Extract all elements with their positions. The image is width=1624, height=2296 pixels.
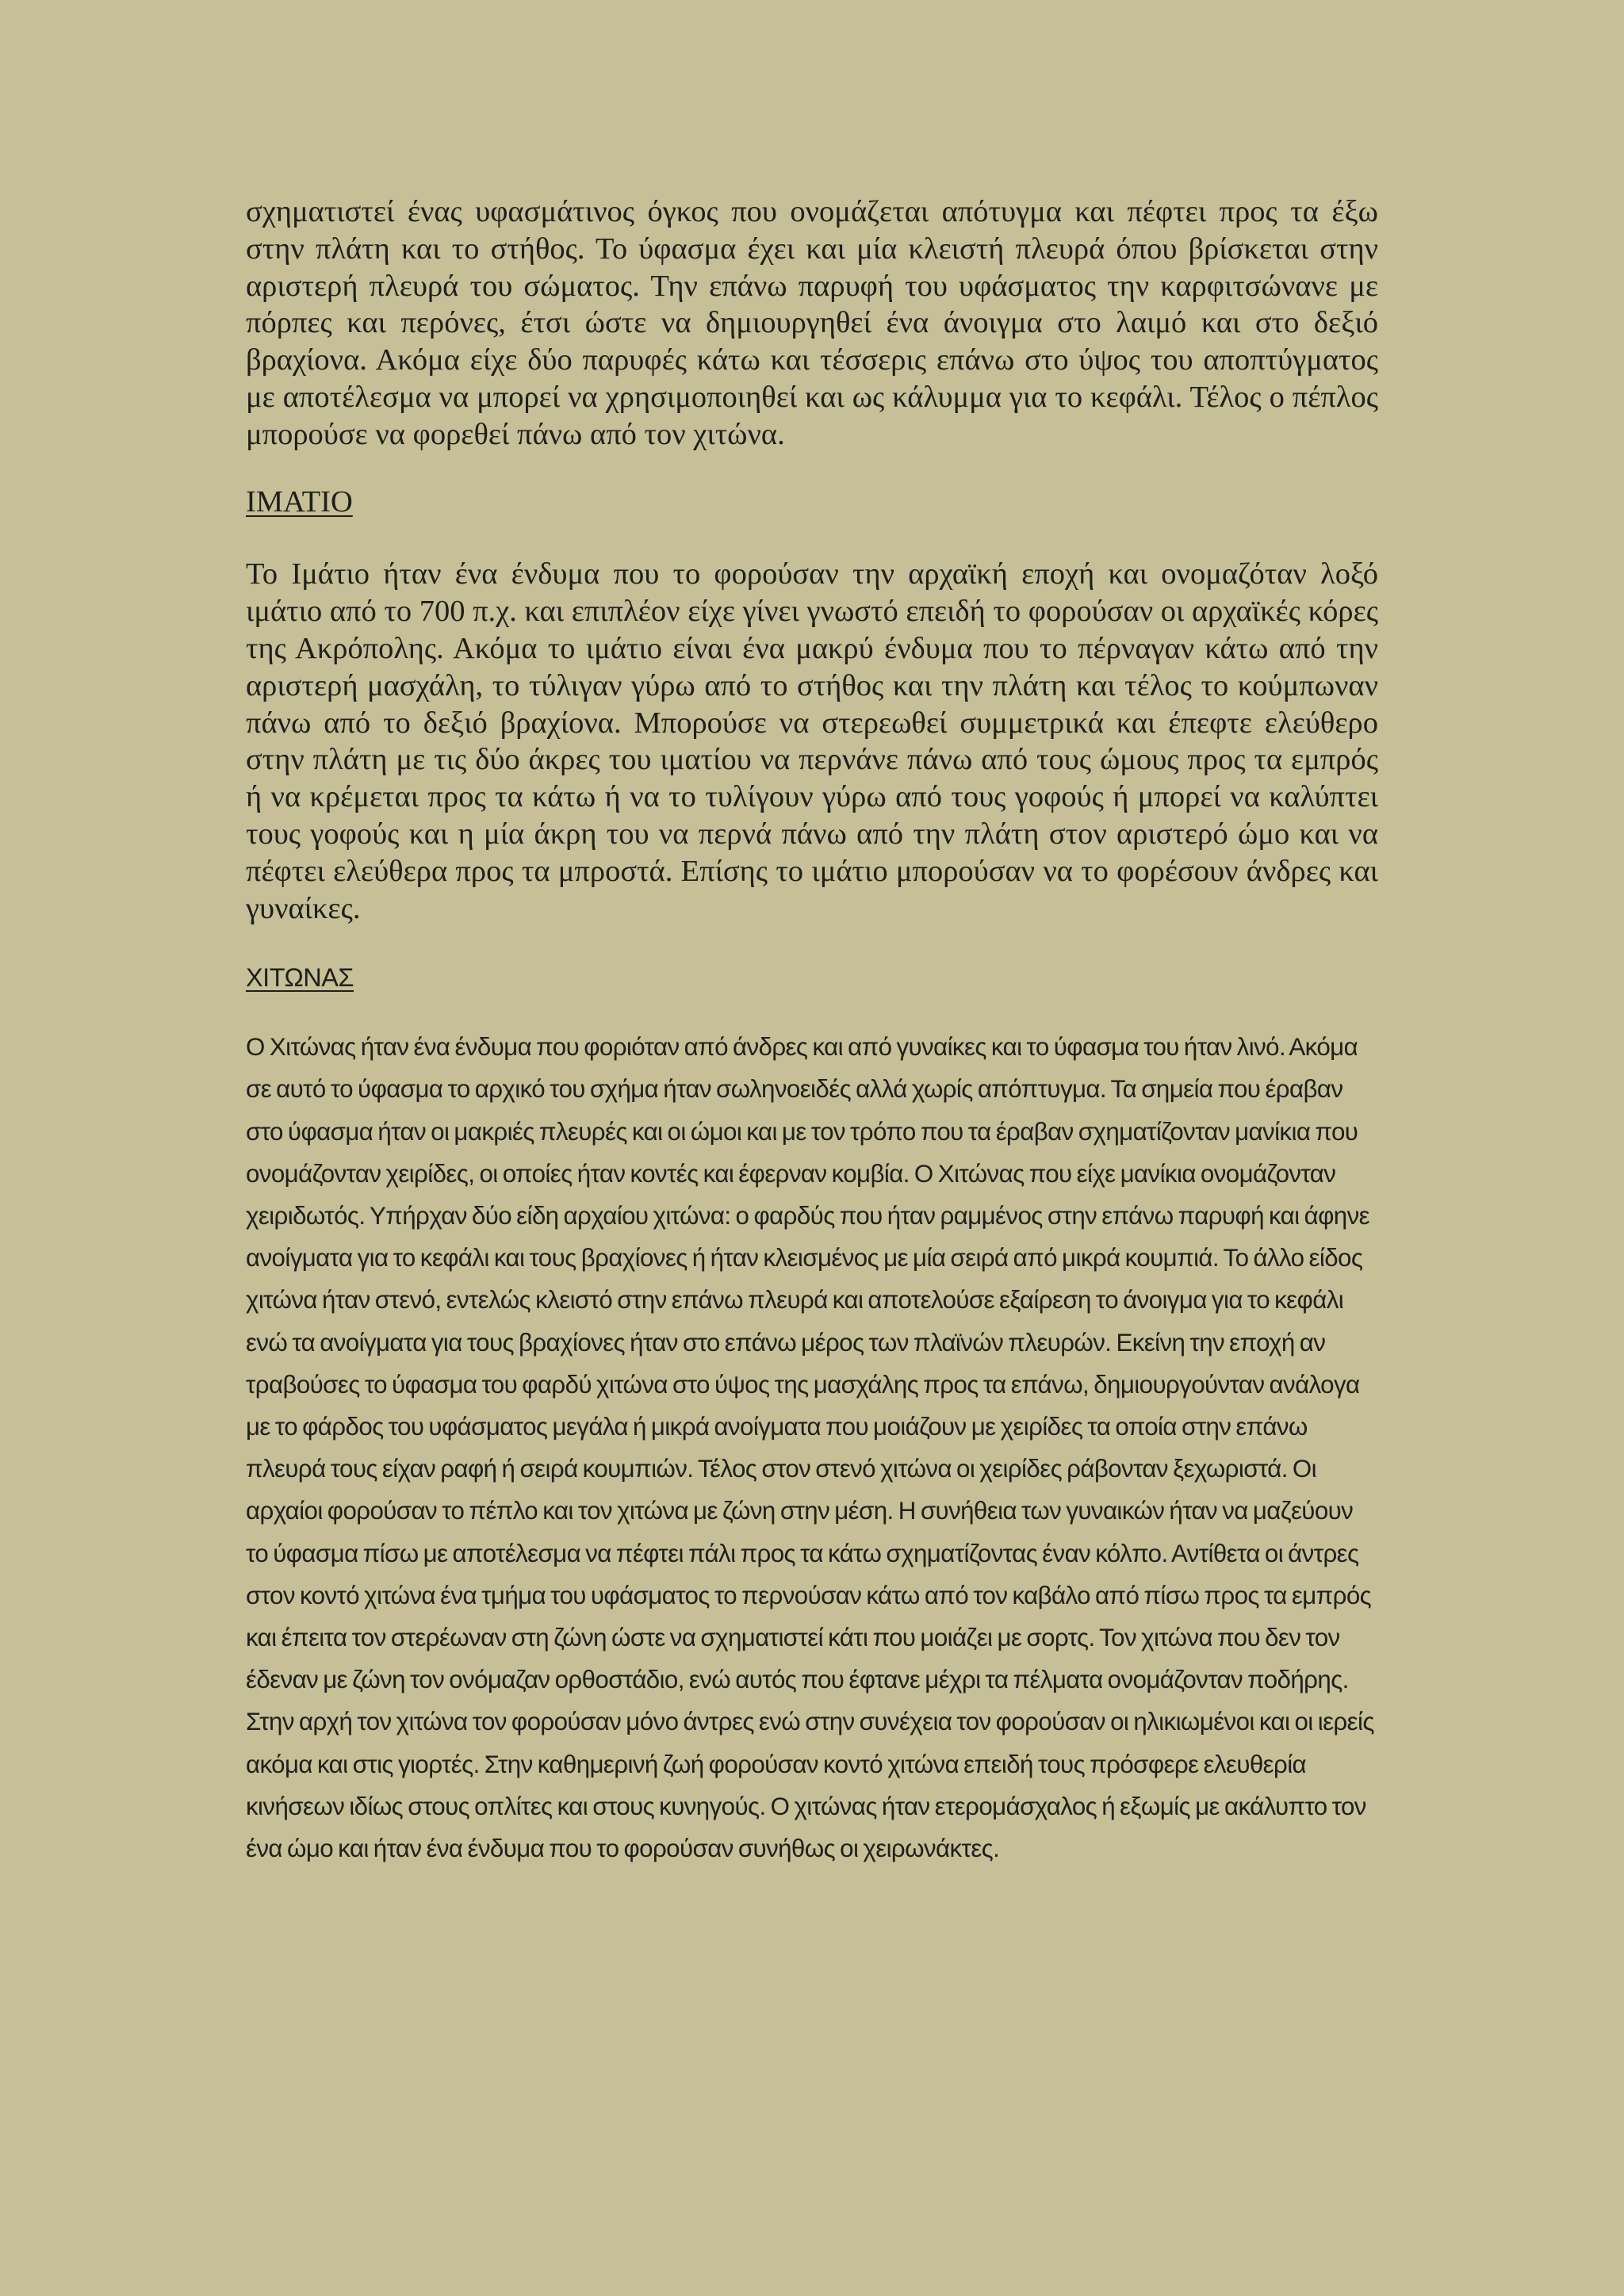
imatio-paragraph: Το Ιμάτιο ήταν ένα ένδυμα που το φορούσαν την αρχαϊκή εποχή και ονομαζόταν λοξό ιμάτιο από το 700 π.χ. και επιπλέον είχε γίνει γνωστό επειδή το φορούσαν οι αρχαϊκές κόρες της Ακρόπολης. Ακόμα το ιμάτιο είναι ένα μακρύ ένδυμα που το πέρναγαν κάτω από την αριστερή μασχάλη, το τύλιγαν γύρω από το στήθος και την πλάτη και τέλος το κούμπωναν πάνω από το δεξιό βραχίονα. Μπορούσε να στερεωθεί συμμετρικά και έπεφτε ελεύθερο στην πλάτη με τις δύο άκρες του ιματίου να περνάνε πάνω από τους ώμους προς τα εμπρός ή να κρέμεται προς τα κάτω ή να το τυλίγουν γύρω από τους γοφούς ή μπορεί να καλύπτει τους γοφούς και η μία άκρη του να περνά πάνω από την πλάτη στον αριστερό ώμο και να πέφτει ελεύθερα προς τα μπροστά. Επίσης το ιμάτιο μπορούσαν να το φορέσουν άνδρες και γυναίκες. [246, 557, 1378, 925]
peplos-continuation-paragraph: σχηματιστεί ένας υφασμάτινος όγκος που ονομάζεται απότυγμα και πέφτει προς τα έξω στην πλάτη και το στήθος. Το ύφασμα έχει και μία κλειστή πλευρά όπου βρίσκεται στην αριστερή πλευρά του σώματος. Την επάνω παρυφή του υφάσματος την καρφιτσώνανε με πόρπες και περόνες, έτσι ώστε να δημιουργηθεί ένα άνοιγμα στο λαιμό και στο δεξιό βραχίονα. Ακόμα είχε δύο παρυφές κάτω και τέσσερις επάνω στο ύψος του αποπτύγματος με αποτέλεσμα να μπορεί να χρησιμοποιηθεί και ως κάλυμμα για το κεφάλι. Τέλος ο πέπλος μπορούσε να φορεθεί πάνω από τον χιτώνα. [246, 195, 1378, 451]
chiton-heading: ΧΙΤΩΝΑΣ [246, 963, 354, 993]
imatio-heading: ΙΜΑΤΙΟ [246, 484, 353, 519]
chiton-paragraph: Ο Χιτώνας ήταν ένα ένδυμα που φοριόταν από άνδρες και από γυναίκες και το ύφασμα του ήταν λινό. Ακόμα σε αυτό το ύφασμα το αρχικό του σχήμα ήταν σωληνοειδές αλλά χωρίς απόπτυγμα. Τα σημεία που έραβαν στο ύφασμα ήταν οι μακριές πλευρές και οι ώμοι και με τον τρόπο που τα έραβαν σχηματίζονταν μανίκια που ονομάζονταν χειρίδες, οι οποίες ήταν κοντές και έφερναν κομβία. Ο Χιτώνας που είχε μανίκια ονομάζονταν χειριδωτός. Υπήρχαν δύο είδη αρχαίου χιτώνα: ο φαρδύς που ήταν ραμμένος στην επάνω παρυφή και άφηνε ανοίγματα για το κεφάλι και τους βραχίονες ή ήταν κλεισμένος με μία σειρά από μικρά κουμπιά. Το άλλο είδος χιτώνα ήταν στενό, εντελώς κλειστό στην επάνω πλευρά και αποτελούσε εξαίρεση το άνοιγμα για το κεφάλι ενώ τα ανοίγματα για τους βραχίονες ήταν στο επάνω μέρος των πλαϊνών πλευρών. Εκείνη την εποχή αν τραβούσες το ύφασμα του φαρδύ χιτώνα στο ύψος της μασχάλης προς τα επάνω, δημιουργούνταν ανάλογα με το φάρδος του υφάσματος μεγάλα ή μικρά ανοίγματα που μοιάζουν με χειρίδες τα οποία στην επάνω πλευρά τους είχαν ραφή ή σειρά κουμπιών. Τέλος στον στενό χιτώνα οι χειρίδες ράβονταν ξεχωριστά. Οι αρχαίοι φορούσαν το πέπλο και τον χιτώνα με ζώνη στην μέση. Η συνήθεια των γυναικών ήταν να μαζεύουν το ύφασμα πίσω με αποτέλεσμα να πέφτει πάλι προς τα κάτω σχηματίζοντας έναν κόλπο. Αντίθετα οι άντρες στον κοντό χιτώνα ένα τμήμα του υφάσματος το περνούσαν κάτω από τον καβάλο από πίσω προς τα εμπρός και έπειτα τον στερέωναν στη ζώνη ώστε να σχηματιστεί κάτι που μοιάζει με σορτς. Τον χιτώνα που δεν τον έδεναν με ζώνη τον ονόμαζαν ορθοστάδιο, ενώ αυτός που έφτανε μέχρι τα πέλματα ονομάζονταν ποδήρης. Στην αρχή τον χιτώνα τον φορούσαν μόνο άντρες ενώ στην συνέχεια τον φορούσαν οι ηλικιωμένοι και οι ιερείς ακόμα και στις γιορτές. Στην καθημερινή ζωή φορούσαν κοντό χιτώνα επειδή τους πρόσφερε ελευθερία κινήσεων ιδίως στους οπλίτες και στους κυνηγούς. Ο χιτώνας ήταν ετερομάσχαλος ή εξωμίς με ακάλυπτο τον ένα ώμο και ήταν ένα ένδυμα που το φορούσαν συνήθως οι χειρωνάκτες. [246, 1033, 1374, 1862]
document-page [246, 193, 1378, 1869]
